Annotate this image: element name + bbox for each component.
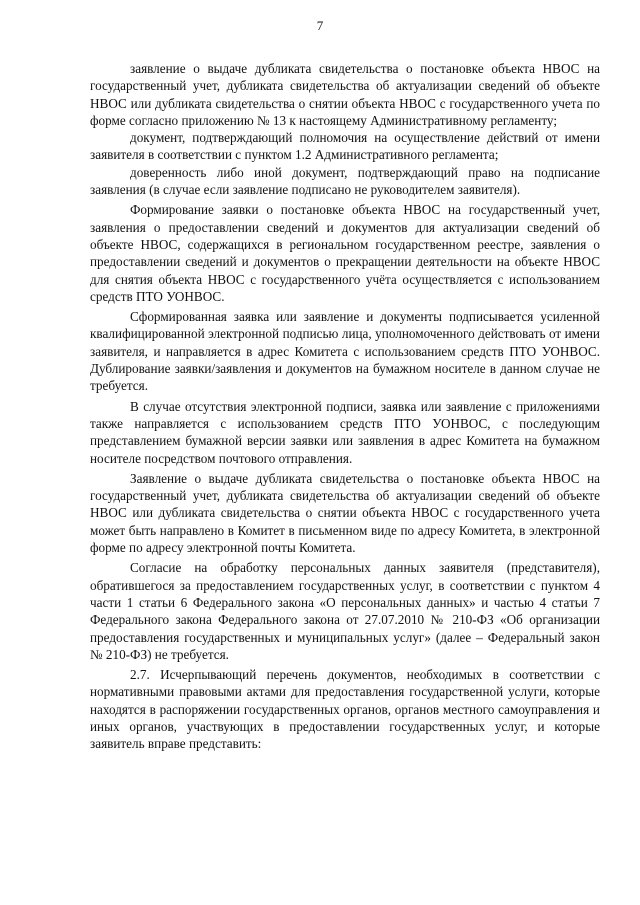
page-number: 7 <box>316 18 324 33</box>
paragraph-electronic-signature: Сформированная заявка или заявление и документы подписывается усиленной квалифицированной электронной подписью лица, уполномоченного действовать от имени заявителя, и направляется в адрес Комитета с использованием средств ПТО УОНВОС. Дублирование заявки/заявления и документов на бумажном носителе в данном случае не требуется. <box>90 309 600 394</box>
paragraph-authority-document: документ, подтверждающий полномочия на осуществление действий от имени заявителя в соответствии с пунктом 1.2 Административного регламента; <box>90 130 600 163</box>
paragraph-application-forming: Формирование заявки о постановке объекта НВОС на государственный учет, заявления о предоставлении сведений и документов для актуализации сведений об объекте НВОС, содержащихся в региональном государственном реестре, заявления о предоставлении сведений и документов о прекращении деятельности на объекте НВОС для снятия объекта НВОС с государственного учёта осуществляется с использованием средств ПТО УОНВОС. <box>90 202 600 304</box>
document-body <box>90 60 600 753</box>
paragraph-personal-data-consent: Согласие на обработку персональных данных заявителя (представителя), обратившегося за предоставлением государственных услуг, в соответствии с пунктом 4 части 1 статьи 6 Федерального закона «О персональных данных» и частью 4 статьи 7 Федерального закона Федерального закона от 27.07.2010 № 210-ФЗ «Об организации предоставления государственных и муниципальных услуг» (далее – Федеральный закон № 210-ФЗ) не требуется. <box>90 560 600 662</box>
paragraph-duplicate-submission: Заявление о выдаче дубликата свидетельства о постановке объекта НВОС на государственный учет, дубликата свидетельства об актуализации сведений об объекте НВОС или дубликата свидетельства о снятии объекта НВОС с государственного учета может быть направлено в Комитет в письменном виде по адресу Комитета, в электронной форме по адресу электронной почты Комитета. <box>90 470 600 556</box>
paragraph-section-2-7: 2.7. Исчерпывающий перечень документов, необходимых в соответствии с нормативными правовыми актами для предоставления государственной услуги, которые находятся в распоряжении государственных органов, органов местного самоуправления и иных органов, участвующих в предоставлении государственных услуг, и которые заявитель вправе представить: <box>90 667 600 752</box>
paragraph-no-electronic-signature: В случае отсутствия электронной подписи, заявка или заявление с приложениями также направляется с использованием средств ПТО УОНВОС, с последующим представлением бумажной версии заявки или заявления в адрес Комитета на бумажном носителе посредством почтового отправления. <box>90 398 600 466</box>
paragraph-duplicate-certificate-application: заявление о выдаче дубликата свидетельства о постановке объекта НВОС на государственный учет, дубликата свидетельства об актуализации сведений об объекте НВОС или дубликата свидетельства о снятии объекта НВОС с государственного учета по форме согласно приложению № 13 к настоящему Административному регламенту; <box>90 61 600 128</box>
paragraph-power-of-attorney: доверенность либо иной документ, подтверждающий право на подписание заявления (в случае если заявление подписано не руководителем заявителя). <box>90 164 600 198</box>
